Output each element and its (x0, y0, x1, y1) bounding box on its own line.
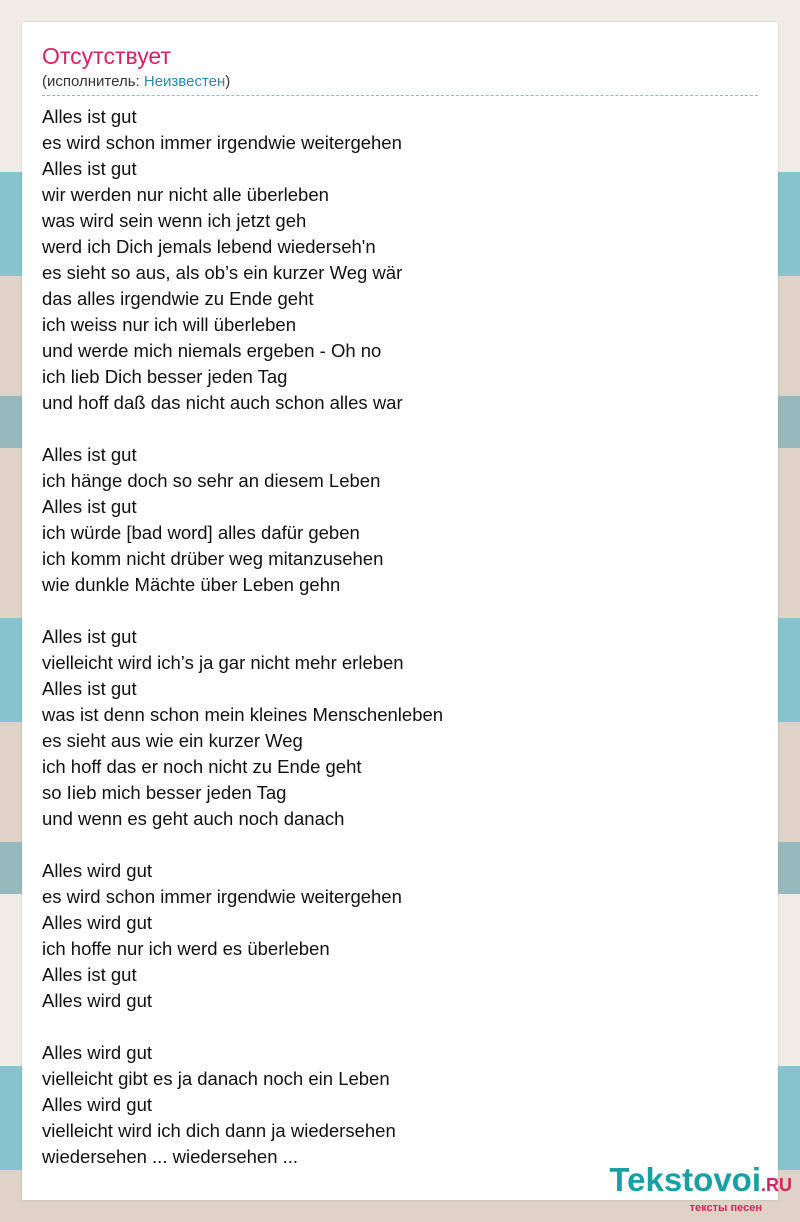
logo-tagline: тексты песен (689, 1202, 762, 1214)
song-title: Отсутствует (42, 43, 171, 69)
lyric-line: so Iieb mich besser jeden Tag (42, 782, 287, 803)
lyric-line: und werde mich niemals ergeben - Oh no (42, 340, 382, 361)
lyrics-text (42, 104, 758, 1170)
lyric-line: es sieht so aus, als ob’s ein kurzer Weg wär (42, 262, 403, 283)
lyric-line (42, 1014, 758, 1040)
lyric-line: ich hoffe nur ich werd es überleben (42, 938, 330, 959)
lyric-line: wie dunkle Mächte über Leben gehn (42, 574, 341, 595)
lyric-line: Alles wird gut (42, 860, 153, 881)
artist-link[interactable]: Неизвестен (143, 73, 226, 90)
lyric-line: vielleicht wird ich dich dann ja wiedersehen (42, 1120, 396, 1141)
lyric-line: es wird schon immer irgendwie weitergehen (42, 886, 402, 907)
logo-tld: .RU (761, 1175, 792, 1195)
lyrics-card (22, 22, 778, 1200)
logo-main-text: Tekstovoi (609, 1161, 761, 1198)
artist-prefix: (исполнитель: (42, 73, 144, 90)
lyric-line: Alles wird gut (42, 1042, 153, 1063)
lyric-line: Alles ist gut (42, 678, 137, 699)
lyric-line: ich weiss nur ich will überleben (42, 314, 296, 335)
artist-line (42, 72, 758, 96)
lyric-line: Alles ist gut (42, 626, 137, 647)
lyric-line: Alles ist gut (42, 964, 137, 985)
lyric-line: Alles wird gut (42, 990, 153, 1011)
lyric-line: ich komm nicht drüber weg mitanzusehen (42, 548, 384, 569)
lyric-line: Alles ist gut (42, 444, 137, 465)
lyric-line (42, 416, 758, 442)
site-logo[interactable] (609, 1163, 792, 1214)
lyric-line: wiedersehen ... wiedersehen ... (42, 1146, 299, 1167)
lyric-line: und wenn es geht auch noch danach (42, 808, 345, 829)
lyric-line: wir werden nur nicht alle überleben (42, 184, 329, 205)
lyric-line: es wird schon immer irgendwie weitergehen (42, 132, 402, 153)
lyric-line: das alles irgendwie zu Ende geht (42, 288, 314, 309)
lyric-line: Alles ist gut (42, 106, 137, 127)
lyric-line: es sieht aus wie ein kurzer Weg (42, 730, 303, 751)
lyric-line: ich hänge doch so sehr an diesem Leben (42, 470, 381, 491)
lyric-line (42, 832, 758, 858)
lyric-line: und hoff daß das nicht auch schon alles war (42, 392, 403, 413)
lyric-line: werd ich Dich jemals lebend wiederseh'n (42, 236, 376, 257)
lyric-line: Alles ist gut (42, 496, 137, 517)
artist-suffix: ) (225, 73, 231, 90)
logo-wordmark (609, 1163, 792, 1202)
lyric-line: Alles ist gut (42, 158, 137, 179)
lyric-line: ich lieb Dich besser jeden Tag (42, 366, 288, 387)
lyric-line: ich hoff das er noch nicht zu Ende geht (42, 756, 362, 777)
lyric-line: Alles wird gut (42, 1094, 153, 1115)
lyric-line: Alles wird gut (42, 912, 153, 933)
lyric-line: vielleicht gibt es ja danach noch ein Leben (42, 1068, 390, 1089)
lyric-line: vielleicht wird ich’s ja gar nicht mehr erleben (42, 652, 404, 673)
lyric-line (42, 598, 758, 624)
lyric-line: ich würde [bad word] alles dafür geben (42, 522, 360, 543)
lyric-line: was wird sein wenn ich jetzt geh (42, 210, 307, 231)
lyric-line: was ist denn schon mein kleines Menschenleben (42, 704, 444, 725)
